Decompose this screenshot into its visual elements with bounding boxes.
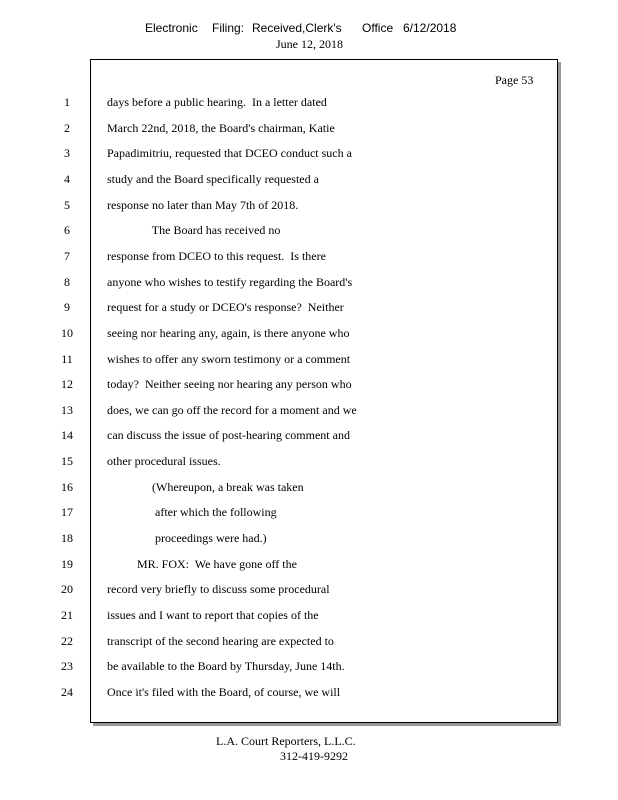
line-text: The Board has received no bbox=[107, 223, 281, 237]
line-text: Papadimitriu, requested that DCEO conduct such a bbox=[107, 146, 352, 160]
line-text: study and the Board specifically requested a bbox=[107, 172, 319, 186]
line-text: anyone who wishes to testify regarding the Board's bbox=[107, 275, 353, 289]
line-text: Once it's filed with the Board, of course, we will bbox=[107, 685, 341, 699]
line-text: request for a study or DCEO's response? Neither bbox=[107, 300, 344, 314]
line-number: 6 bbox=[64, 223, 70, 237]
line-text: MR. FOX: We have gone off the bbox=[107, 557, 297, 571]
line-text: days before a public hearing. In a letter dated bbox=[107, 95, 327, 109]
line-number: 9 bbox=[64, 300, 70, 314]
line-number: 24 bbox=[61, 685, 73, 699]
stamp-electronic: Electronic bbox=[145, 21, 198, 35]
line-number: 15 bbox=[61, 454, 73, 468]
line-number: 7 bbox=[64, 249, 70, 263]
line-number: 2 bbox=[64, 121, 70, 135]
line-number: 14 bbox=[61, 428, 73, 442]
line-text: transcript of the second hearing are expected to bbox=[107, 634, 334, 648]
line-text: wishes to offer any sworn testimony or a comment bbox=[107, 352, 351, 366]
line-number: 11 bbox=[61, 352, 73, 366]
line-text: after which the following bbox=[107, 505, 277, 519]
line-text: record very briefly to discuss some procedural bbox=[107, 582, 330, 596]
line-number: 16 bbox=[61, 480, 73, 494]
stamp-date-line: June 12, 2018 bbox=[276, 37, 343, 51]
line-number: 13 bbox=[61, 403, 73, 417]
line-number: 23 bbox=[61, 659, 73, 673]
line-text: issues and I want to report that copies of the bbox=[107, 608, 319, 622]
line-text: response no later than May 7th of 2018. bbox=[107, 198, 299, 212]
stamp-office: Office bbox=[362, 21, 394, 35]
line-number: 20 bbox=[61, 582, 73, 596]
line-number: 21 bbox=[61, 608, 73, 622]
line-number: 19 bbox=[61, 557, 73, 571]
line-number: 12 bbox=[61, 377, 73, 391]
line-text: be available to the Board by Thursday, June 14th. bbox=[107, 659, 345, 673]
stamp-filing: Filing: bbox=[212, 21, 245, 35]
line-text: (Whereupon, a break was taken bbox=[107, 480, 304, 494]
line-text: proceedings were had.) bbox=[107, 531, 267, 545]
stamp-received: Received,Clerk's bbox=[252, 21, 342, 35]
footer-phone: 312-419-9292 bbox=[280, 749, 348, 763]
line-number: 3 bbox=[64, 146, 70, 160]
footer-company: L.A. Court Reporters, L.L.C. bbox=[216, 734, 356, 748]
line-number: 10 bbox=[61, 326, 73, 340]
line-text: other procedural issues. bbox=[107, 454, 221, 468]
line-number: 8 bbox=[64, 275, 70, 289]
line-text: March 22nd, 2018, the Board's chairman, Katie bbox=[107, 121, 335, 135]
line-text: seeing nor hearing any, again, is there anyone who bbox=[107, 326, 350, 340]
line-text: today? Neither seeing nor hearing any person who bbox=[107, 377, 352, 391]
line-number: 18 bbox=[61, 531, 73, 545]
line-number: 22 bbox=[61, 634, 73, 648]
line-text: does, we can go off the record for a moment and we bbox=[107, 403, 357, 417]
stamp-filed-date: 6/12/2018 bbox=[403, 21, 457, 35]
line-number: 4 bbox=[64, 172, 70, 186]
page-number: Page 53 bbox=[495, 73, 534, 87]
line-text: can discuss the issue of post-hearing comment and bbox=[107, 428, 350, 442]
line-number: 17 bbox=[61, 505, 73, 519]
line-text: response from DCEO to this request. Is there bbox=[107, 249, 326, 263]
line-number: 1 bbox=[64, 95, 70, 109]
line-number: 5 bbox=[64, 198, 70, 212]
